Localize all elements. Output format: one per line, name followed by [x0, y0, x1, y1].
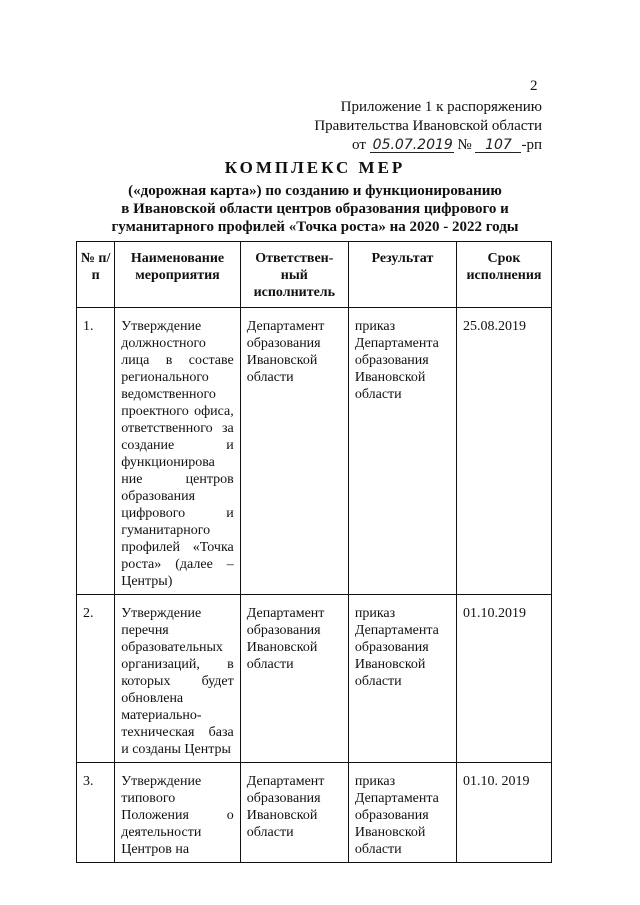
- cell-name: Утверждение типового Положения о деятельности Центров на: [115, 763, 241, 863]
- table-header-row: [77, 242, 552, 308]
- cell-responsible: Департамент образования Ивановской области: [240, 763, 348, 863]
- header-responsible: Ответствен-ный исполнитель: [240, 242, 348, 308]
- cell-deadline: 25.08.2019: [456, 308, 551, 595]
- cell-num: 2.: [77, 595, 115, 763]
- header-name: Наименование мероприятия: [115, 242, 241, 308]
- page-number: 2: [530, 78, 538, 94]
- cell-num: 1.: [77, 308, 115, 595]
- table-row: [77, 763, 552, 863]
- cell-deadline: 01.10.2019: [456, 595, 551, 763]
- appendix-line-2: Правительства Ивановской области: [314, 118, 542, 134]
- appendix-line-1: Приложение 1 к распоряжению: [340, 99, 542, 115]
- appendix-line-3: [314, 136, 542, 155]
- header-num: № п/п: [77, 242, 115, 308]
- cell-responsible: Департамент образования Ивановской области: [240, 595, 348, 763]
- appendix-header: [314, 98, 542, 155]
- cell-result: приказ Департамента образования Ивановской области: [348, 595, 456, 763]
- cell-deadline: 01.10. 2019: [456, 763, 551, 863]
- header-result: Результат: [348, 242, 456, 308]
- cell-result: приказ Департамента образования Ивановской области: [348, 308, 456, 595]
- cell-num: 3.: [77, 763, 115, 863]
- title-main: КОМПЛЕКС МЕР: [224, 158, 406, 177]
- title-line-3: гуманитарного профилей «Точка роста» на 2020 - 2022 годы: [111, 219, 519, 235]
- appendix-date: 05.07.2019: [370, 138, 454, 153]
- appendix-number-sign: №: [457, 137, 472, 153]
- appendix-suffix: -рп: [521, 137, 542, 153]
- measures-table: [76, 241, 552, 863]
- document-title: [80, 158, 550, 236]
- cell-result: приказ Департамента образования Ивановской области: [348, 763, 456, 863]
- header-deadline: Срок исполнения: [456, 242, 551, 308]
- appendix-from: от: [352, 137, 366, 153]
- cell-name: Утверждение должностного лица в составе регионального ведомственного проектного офиса, ответственного за создание и функционирова ние центров образования цифрового и гуманитарного профилей «Точка роста» (далее – Центры): [115, 308, 241, 595]
- table-row: [77, 308, 552, 595]
- cell-responsible: Департамент образования Ивановской области: [240, 308, 348, 595]
- cell-name: Утверждение перечня образовательных организаций, в которых будет обновлена материально-техническая база и созданы Центры: [115, 595, 241, 763]
- title-line-2: в Ивановской области центров образования цифрового и: [121, 201, 509, 217]
- table-row: [77, 595, 552, 763]
- appendix-number: 107: [475, 138, 521, 153]
- title-line-1: («дорожная карта») по созданию и функционированию: [128, 183, 502, 199]
